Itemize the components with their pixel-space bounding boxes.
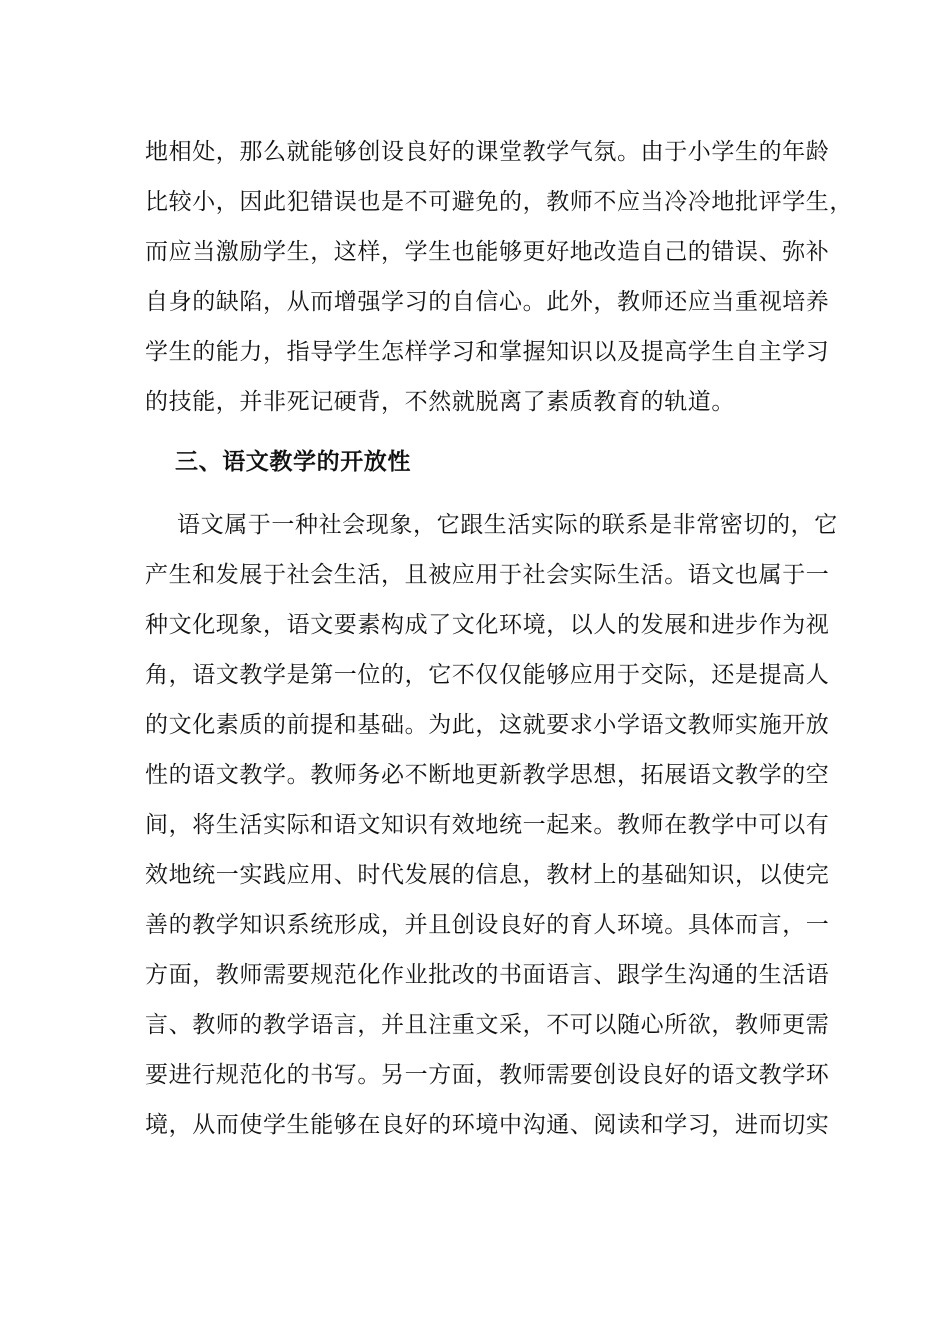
body-text-line: 善的教学知识系统形成，并且创设良好的育人环境。具体而言，一 [145,912,830,938]
body-text-line: 性的语文教学。教师务必不断地更新教学思想，拓展语文教学的空 [145,762,830,788]
body-text-line: 方面，教师需要规范化作业批改的书面语言、跟学生沟通的生活语 [145,962,830,988]
body-text-line: 产生和发展于社会生活，且被应用于社会实际生活。语文也属于一 [145,562,830,588]
body-text-line: 种文化现象，语文要素构成了文化环境，以人的发展和进步作为视 [145,612,830,638]
body-text-line: 境，从而使学生能够在良好的环境中沟通、阅读和学习，进而切实 [145,1112,830,1138]
body-text-line: 效地统一实践应用、时代发展的信息，教材上的基础知识，以使完 [145,862,830,888]
body-text-line: 角，语文教学是第一位的，它不仅仅能够应用于交际，还是提高人 [145,662,830,688]
body-text-line: 的技能，并非死记硬背，不然就脱离了素质教育的轨道。 [145,389,735,415]
body-text-line: 间，将生活实际和语文知识有效地统一起来。教师在教学中可以有 [145,812,830,838]
body-text-line: 比较小，因此犯错误也是不可避免的，教师不应当冷冷地批评学生， [145,189,853,215]
body-text-line: 要进行规范化的书写。另一方面，教师需要创设良好的语文教学环 [145,1062,830,1088]
body-text-line: 而应当激励学生，这样，学生也能够更好地改造自己的错误、弥补 [145,239,830,265]
body-text-line: 的文化素质的前提和基础。为此，这就要求小学语文教师实施开放 [145,712,830,738]
body-text-line: 语文属于一种社会现象，它跟生活实际的联系是非常密切的，它 [177,512,838,538]
body-text-line: 言、教师的教学语言，并且注重文采，不可以随心所欲，教师更需 [145,1012,830,1038]
body-text-line: 自身的缺陷，从而增强学习的自信心。此外，教师还应当重视培养 [145,289,830,315]
body-text-line: 学生的能力，指导学生怎样学习和掌握知识以及提高学生自主学习 [145,339,830,365]
body-text-line: 地相处，那么就能够创设良好的课堂教学气氛。由于小学生的年龄 [145,139,830,165]
section-heading: 三、语文教学的开放性 [175,448,411,475]
